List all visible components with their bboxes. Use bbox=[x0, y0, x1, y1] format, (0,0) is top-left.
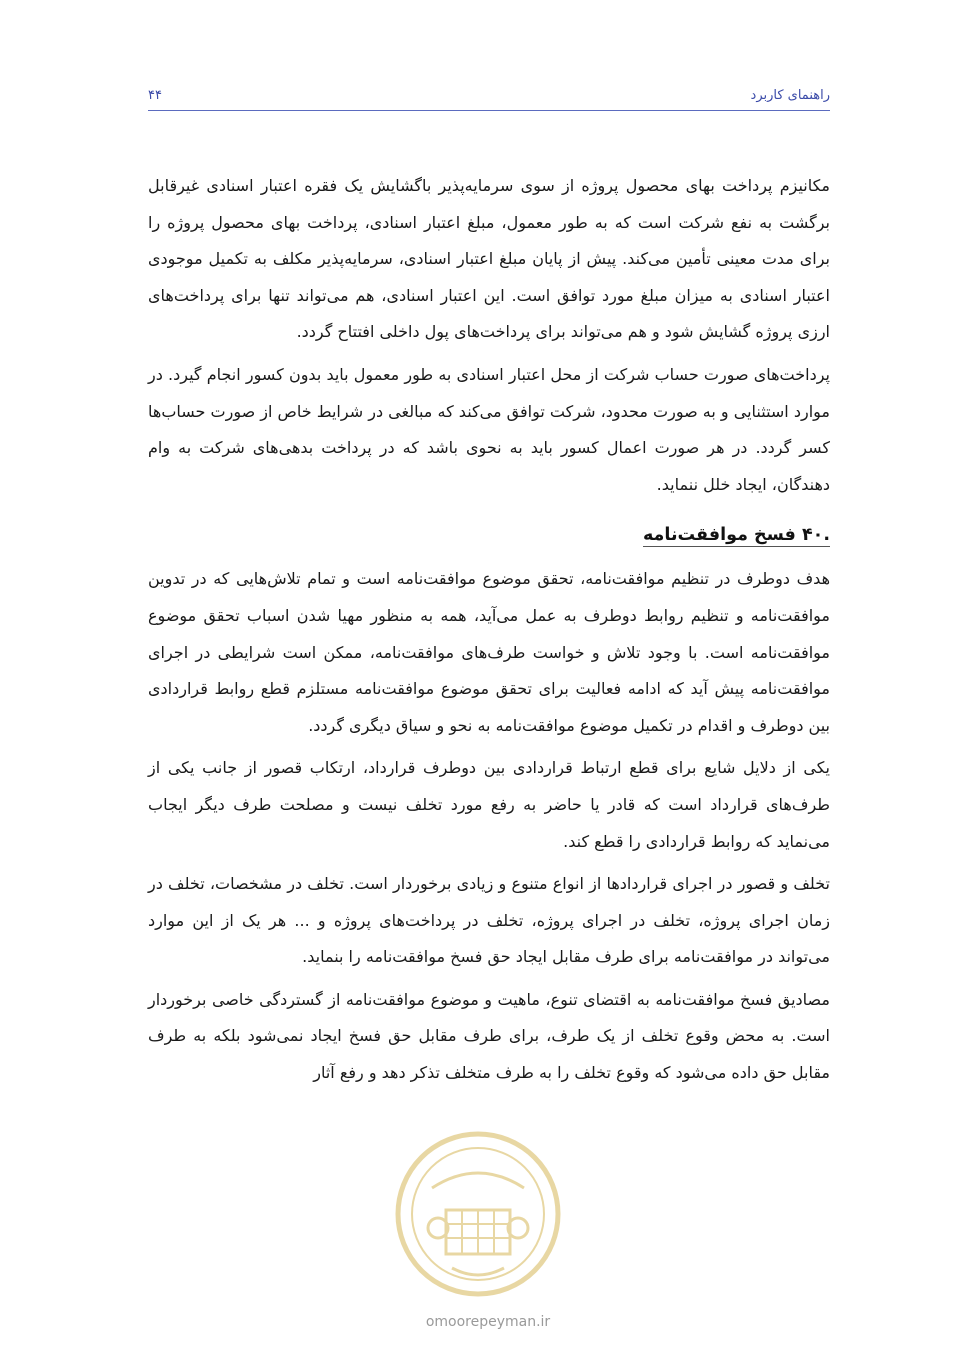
body-paragraph: تخلف و قصور در اجرای قراردادها از انواع متنوع و زیادی برخوردار است. تخلف در مشخصات، تخلف در زمان اجرای پروژه، تخلف در اجرای پروژه، تخلف در پرداخت‌های پروژه و ... هر یک از این موارد می‌تواند در موافقت‌نامه برای طرف مقابل ایجاد حق فسخ موافقت‌نامه را بنماید. bbox=[148, 874, 830, 967]
body-paragraph: پرداخت‌های صورت حساب شرکت از محل اعتبار اسنادی به طور معمول باید بدون کسور انجام گیرد. در موارد استثنایی و به صورت محدود، شرکت توافق می‌کند که مبالغی در شرایط خاص از صورت حساب‌ها کسر گردد. در هر صورت اعمال کسور باید به نحوی باشد که در پرداخت بدهی‌های شرکت به وام دهندگان، ایجاد خلل ننماید. bbox=[148, 364, 830, 494]
watermark-seal-icon bbox=[392, 1128, 564, 1300]
document-body bbox=[148, 168, 830, 1092]
body-paragraph: هدف دوطرف در تنظیم موافقت‌نامه، تحقق موضوع موافقت‌نامه است و تمام تلاش‌هایی که در تدوین موافقت‌نامه و تنظیم روابط دوطرف به عمل می‌آید، همه به منظور مهیا شدن اسباب تحقق موضوع موافقت‌نامه است. با وجود تلاش و خواست طرف‌های موافقت‌نامه، ممکن است شرایطی در اجرای موافقت‌نامه پیش آید که ادامه فعالیت برای تحقق موضوع موافقت‌نامه مستلزم قطع روابط قراردادی بین دوطرف و اقدام در تکمیل موضوع موافقت‌نامه به نحو و سیاق دیگری گردد. bbox=[148, 569, 830, 735]
section-title: فسخ موافقت‌نامه bbox=[642, 525, 796, 546]
section-heading bbox=[148, 517, 830, 553]
page-header bbox=[148, 84, 830, 111]
body-paragraph: مکانیزم پرداخت بهای محصول پروژه از سوی سرمایه‌پذیر باگشایش یک فقره اعتبار اسنادی غیرقابل برگشت به نفع شرکت است که به طور معمول، مبلغ اعتبار اسنادی، پرداخت بهای محصول پروژه را برای مدت معینی تأمین می‌کند. پیش از پایان مبلغ اعتبار اسنادی، سرمایه‌پذیر مکلف به تکمیل موجودی اعتبار اسنادی به میزان مبلغ مورد توافق است. این اعتبار اسنادی، هم می‌تواند تنها برای پرداخت‌های ارزی پروژه گشایش شود و هم می‌تواند برای پرداخت‌های پول داخلی افتتاح گردد. bbox=[148, 176, 830, 342]
page-number: ۴۴ bbox=[148, 88, 162, 103]
body-paragraph: یکی از دلایل شایع برای قطع ارتباط قراردادی بین دوطرف قرارداد، ارتکاب قصور از جانب یکی از طرف‌های قرارداد است که قادر یا حاضر به رفع مورد تخلف نیست و مصلحت طرف دیگر ایجاب می‌نماید که روابط قراردادی را قطع کند. bbox=[148, 758, 830, 851]
watermark-caption: omoorepeyman.ir bbox=[425, 1314, 551, 1330]
section-number: ۴۰. bbox=[801, 525, 830, 546]
header-title: راهنمای کاربرد bbox=[750, 88, 830, 103]
body-paragraph: مصادیق فسخ موافقت‌نامه به اقتضای تنوع، ماهیت و موضوع موافقت‌نامه از گستردگی خاصی برخوردار است. به محض وقوع تخلف از یک طرف، برای طرف مقابل حق فسخ ایجاد نمی‌شود بلکه به طرف مقابل حق داده می‌شود که وقوع تخلف را به طرف متخلف تذکر دهد و رفع آثار bbox=[148, 989, 830, 1083]
